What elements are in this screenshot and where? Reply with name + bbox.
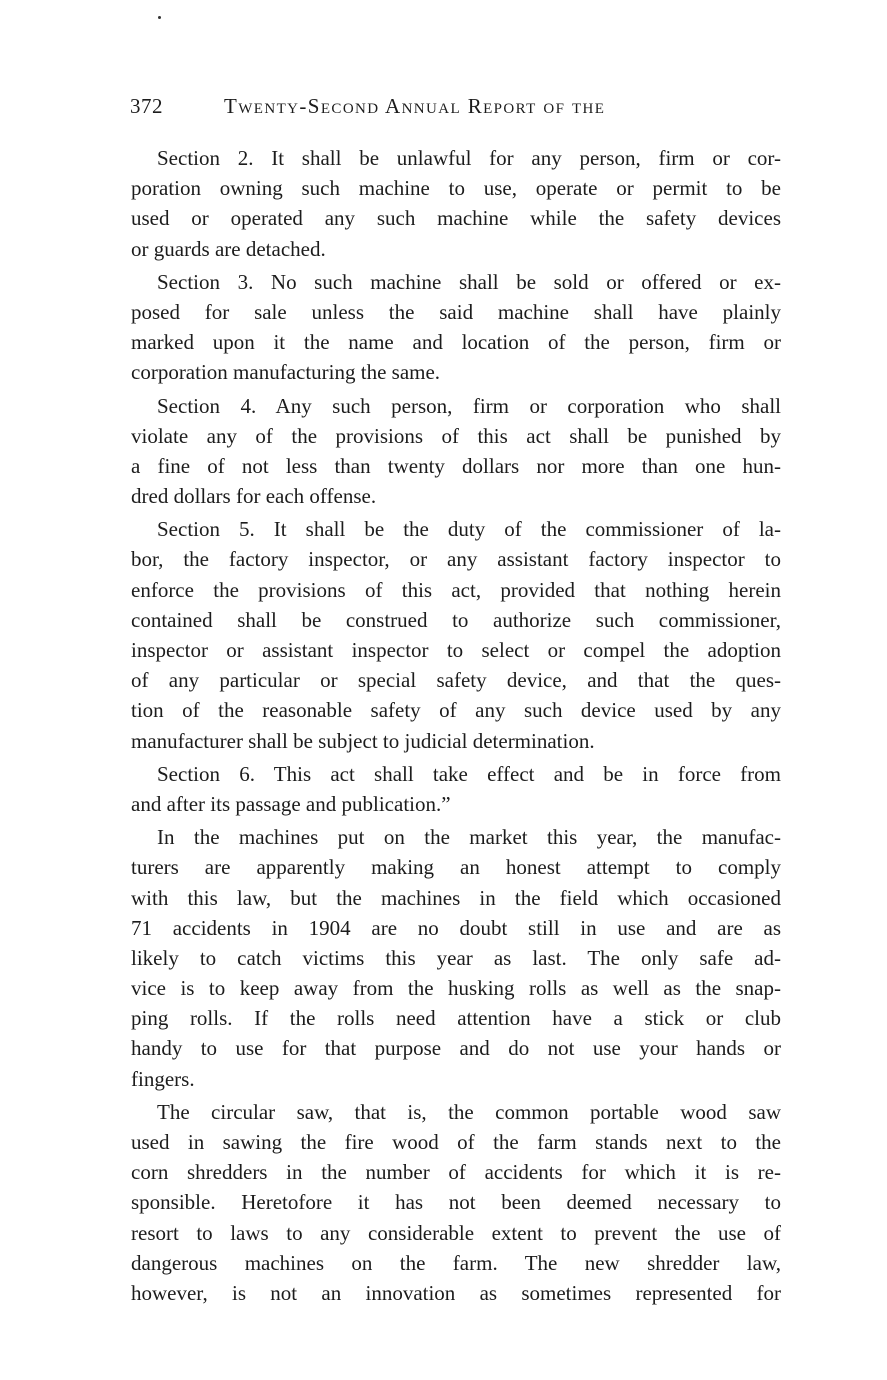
text-line: In the machines put on the market this year, the manufac- — [157, 825, 781, 850]
text-line: Section 3. No such machine shall be sold or offered or ex- — [157, 269, 781, 294]
text-line: enforce the provisions of this act, provided that nothing herein — [131, 577, 781, 602]
text-line: corporation manufacturing the same. — [131, 360, 441, 385]
page-number: 372 — [130, 94, 163, 118]
text-line: handy to use for that purpose and do not use your hands or — [131, 1036, 781, 1061]
text-line: fingers. — [131, 1066, 195, 1091]
paragraph-section-2 — [131, 143, 781, 264]
text-line: tion of the reasonable safety of any such device used by any — [131, 698, 781, 723]
paragraph-section-3 — [131, 267, 781, 388]
text-line: dangerous machines on the farm. The new shredder law, — [131, 1250, 781, 1275]
text-line: poration owning such machine to use, operate or permit to be — [131, 176, 781, 201]
text-line: posed for sale unless the said machine shall have plainly — [131, 299, 781, 324]
text-line: inspector or assistant inspector to select or compel the adoption — [131, 638, 781, 662]
text-line: resort to laws to any considerable extent to prevent the use of — [131, 1220, 781, 1245]
text-line: likely to catch victims this year as last. The only safe ad- — [131, 945, 781, 970]
paragraph-circular-saw — [131, 1097, 781, 1308]
text-line: Section 2. It shall be unlawful for any person, firm or cor- — [157, 146, 781, 170]
paragraph-section-6 — [131, 759, 781, 819]
text-line: Section 5. It shall be the duty of the commissioner of la- — [157, 517, 781, 542]
text-line: used in sawing the fire wood of the farm stands next to the — [131, 1130, 781, 1154]
text-line: dred dollars for each offense. — [131, 484, 377, 509]
text-line: violate any of the provisions of this act shall be punished by — [131, 423, 781, 448]
paragraph-section-5 — [131, 514, 781, 756]
text-line: or guards are detached. — [131, 236, 326, 261]
paragraph-machines — [131, 822, 781, 1094]
text-line: bor, the factory inspector, or any assistant factory inspector to — [131, 547, 781, 572]
text-line: manufacturer shall be subject to judicial determination. — [131, 728, 595, 753]
running-title: Twenty-Second Annual Report of the — [224, 94, 606, 118]
text-line: Section 6. This act shall take effect and be in force from — [157, 761, 781, 786]
text-line: 71 accidents in 1904 are no doubt still in use and are as — [131, 915, 781, 940]
text-line: turers are apparently making an honest attempt to comply — [131, 855, 781, 880]
text-line: however, is not an innovation as sometimes represented for — [131, 1280, 781, 1305]
body-text — [131, 143, 781, 1311]
text-line: of any particular or special safety device, and that the ques- — [131, 668, 781, 693]
text-line: a fine of not less than twenty dollars nor more than one hun- — [131, 453, 781, 478]
text-line: The circular saw, that is, the common portable wood saw — [157, 1099, 781, 1124]
text-line: used or operated any such machine while the safety devices — [131, 206, 781, 231]
text-line: sponsible. Heretofore it has not been deemed necessary to — [131, 1190, 781, 1215]
text-line: with this law, but the machines in the field which occasioned — [131, 885, 781, 910]
text-line: contained shall be construed to authorize such commissioner, — [131, 607, 781, 632]
page-header — [130, 94, 790, 128]
text-line: ping rolls. If the rolls need attention have a stick or club — [131, 1006, 781, 1031]
text-line: Section 4. Any such person, firm or corporation who shall — [157, 393, 781, 418]
text-line: vice is to keep away from the husking rolls as well as the snap- — [131, 976, 781, 1001]
text-line: marked upon it the name and location of the person, firm or — [131, 330, 781, 355]
text-line: and after its passage and publication.” — [131, 791, 451, 816]
paragraph-section-4 — [131, 391, 781, 512]
text-line: corn shredders in the number of accidents for which it is re- — [131, 1160, 781, 1185]
page-speck — [158, 16, 161, 19]
